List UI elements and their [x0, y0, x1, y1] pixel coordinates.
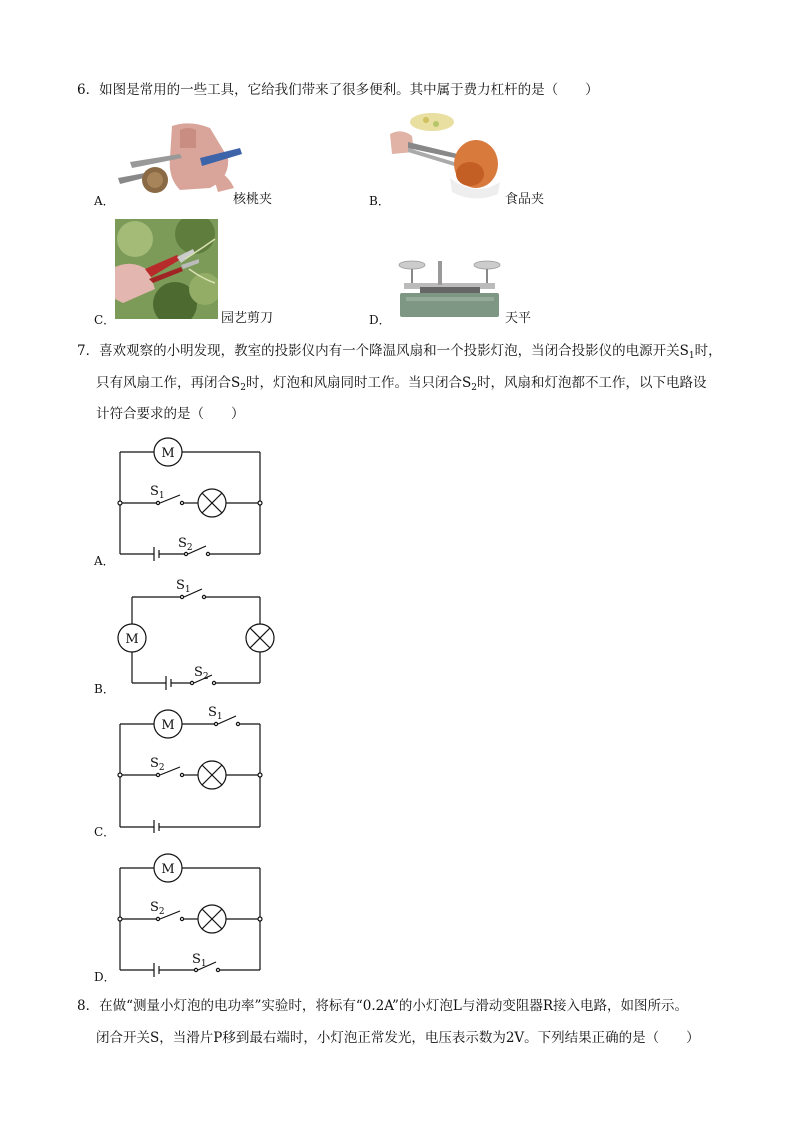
svg-text:M: M — [125, 632, 139, 647]
svg-text:M: M — [161, 446, 175, 461]
q7-option-b-letter[interactable]: B． — [94, 682, 115, 696]
svg-text:S1: $S_1$ — [208, 705, 223, 722]
q7-option-d-letter[interactable]: D． — [94, 970, 116, 984]
svg-text:M: M — [161, 718, 175, 733]
svg-text:M: M — [161, 862, 175, 877]
circuit-d-diagram — [110, 850, 270, 978]
svg-text:S1: $S_1$ — [150, 484, 165, 501]
walnut-cracker-image — [110, 118, 245, 210]
circuit-c-diagram — [110, 703, 270, 833]
svg-text:S1: $S_1$ — [176, 578, 191, 595]
garden-shears-image — [115, 219, 218, 319]
svg-text:S2: $S_2$ — [150, 756, 165, 773]
q8-line-2: 闭合开关S，当滑片P移到最右端时，小灯泡正常发光，电压表示数为2V。下列结果正确的是（ ） — [96, 1030, 700, 1046]
switch-s2-icon — [156, 773, 159, 776]
q6-option-b-letter[interactable]: B． — [369, 194, 390, 208]
q6-stem: 6．如图是常用的一些工具，它给我们带来了很多便利。其中属于费力杠杆的是（ ） — [77, 82, 599, 98]
q7-option-c-letter[interactable]: C． — [94, 825, 116, 839]
q7-line-3: 计符合要求的是（ ） — [96, 406, 245, 422]
switch-s1-icon — [180, 595, 183, 598]
circuit-a-diagram — [110, 436, 270, 561]
switch-s2-icon — [156, 917, 159, 920]
food-tongs-image — [390, 112, 502, 204]
q6-option-b-caption: 食品夹 — [505, 192, 545, 207]
q6-option-d-letter[interactable]: D． — [369, 313, 391, 327]
svg-text:S2: $S_2$ — [150, 900, 165, 917]
q6-option-a-letter[interactable]: A． — [94, 194, 115, 208]
q6-option-c-caption: 园艺剪刀 — [221, 311, 274, 326]
switch-s1-icon — [156, 501, 159, 504]
balance-scale-image — [398, 253, 501, 319]
q6-option-c-letter[interactable]: C． — [94, 313, 116, 327]
switch-s2-icon — [190, 681, 193, 684]
svg-text:S1: $S_1$ — [192, 952, 207, 969]
switch-s1-icon — [214, 722, 217, 725]
q6-option-d-caption: 天平 — [505, 311, 532, 326]
circuit-b-diagram — [110, 576, 280, 691]
svg-text:S2: $S_2$ — [178, 536, 193, 553]
switch-s1-icon — [194, 968, 197, 971]
q7-option-a-letter[interactable]: A． — [94, 554, 115, 568]
q7-line-1: 7．喜欢观察的小明发现，教室的投影仪内有一个降温风扇和一个投影灯泡，当闭合投影仪的电源开关$S_1$时， — [77, 343, 722, 361]
svg-text:S2: $S_2$ — [194, 665, 209, 682]
q7-line-2: 只有风扇工作，再闭合$S_2$时，灯泡和风扇同时工作。当只闭合$S_2$时，风扇和灯泡都不工作，以下电路设 — [96, 375, 707, 393]
q6-option-a-caption: 核桃夹 — [233, 192, 273, 207]
q8-line-1: 8．在做“测量小灯泡的电功率”实验时，将标有“0.2A”的小灯泡L与滑动变阻器R接入电路，如图所示。 — [77, 998, 689, 1014]
